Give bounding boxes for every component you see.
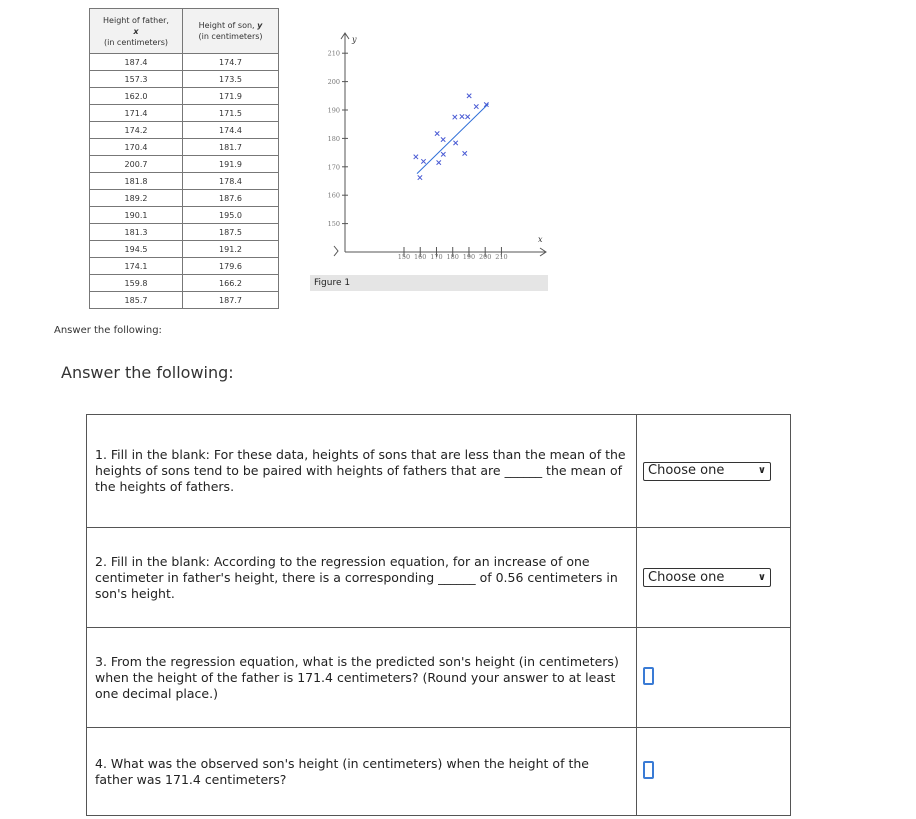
data-point xyxy=(437,160,441,164)
y-tick-label: 170 xyxy=(327,163,340,172)
son-height-cell: 191.9 xyxy=(183,156,279,173)
x-tick-label: 170 xyxy=(430,253,443,261)
father-height-cell: 194.5 xyxy=(90,241,183,258)
table-row xyxy=(90,190,279,207)
table-row xyxy=(90,122,279,139)
axis-break-mark xyxy=(334,246,338,256)
son-height-cell: 174.7 xyxy=(183,54,279,71)
father-height-cell: 181.3 xyxy=(90,224,183,241)
father-height-cell: 159.8 xyxy=(90,275,183,292)
x-tick-label: 200 xyxy=(478,253,492,261)
header-son-height: Height of son, y (in centimeters) xyxy=(183,9,279,54)
table-row xyxy=(90,105,279,122)
y-tick-label: 180 xyxy=(327,134,340,143)
y-tick-label: 160 xyxy=(327,191,340,200)
father-height-cell: 174.2 xyxy=(90,122,183,139)
data-table xyxy=(89,8,279,309)
table-row xyxy=(90,241,279,258)
father-height-cell: 170.4 xyxy=(90,139,183,156)
question-row xyxy=(87,528,791,628)
x-axis-label: x xyxy=(538,235,543,244)
answer-heading: Answer the following: xyxy=(61,363,234,382)
y-tick-label: 210 xyxy=(327,49,340,58)
select-value: Choose one xyxy=(648,463,725,478)
scatter-plot xyxy=(300,22,550,262)
son-height-cell: 174.4 xyxy=(183,122,279,139)
regression-line xyxy=(417,104,488,174)
table-row xyxy=(90,224,279,241)
table-row xyxy=(90,88,279,105)
father-height-cell: 174.1 xyxy=(90,258,183,275)
son-height-cell: 171.9 xyxy=(183,88,279,105)
question-row xyxy=(87,628,791,728)
father-height-cell: 181.8 xyxy=(90,173,183,190)
father-height-cell: 190.1 xyxy=(90,207,183,224)
data-point xyxy=(441,152,445,156)
son-height-cell: 187.5 xyxy=(183,224,279,241)
father-height-cell: 171.4 xyxy=(90,105,183,122)
x-tick-label: 150 xyxy=(397,253,411,261)
answer-select-1[interactable] xyxy=(643,462,771,481)
son-height-cell: 187.7 xyxy=(183,292,279,309)
question-row xyxy=(87,728,791,816)
select-value: Choose one xyxy=(648,569,725,585)
father-height-cell: 187.4 xyxy=(90,54,183,71)
table-row xyxy=(90,173,279,190)
data-point xyxy=(441,137,445,141)
answer-cell xyxy=(637,415,791,528)
table-row xyxy=(90,71,279,88)
father-height-cell: 185.7 xyxy=(90,292,183,309)
data-point xyxy=(467,94,471,98)
son-height-cell: 187.6 xyxy=(183,190,279,207)
y-tick-label: 200 xyxy=(327,78,340,87)
data-point xyxy=(453,141,457,145)
y-tick-label: 190 xyxy=(327,106,340,115)
data-point xyxy=(421,159,425,163)
father-height-cell: 162.0 xyxy=(90,88,183,105)
answer-input-4[interactable] xyxy=(643,761,654,779)
y-tick-label: 150 xyxy=(327,220,340,229)
questions-table xyxy=(86,414,791,816)
y-axis-label: y xyxy=(352,35,357,44)
table-row xyxy=(90,292,279,309)
question-text: 4. What was the observed son's height (in centimeters) when the height of the father was 171.4 centimeters? xyxy=(87,728,637,816)
x-tick-label: 190 xyxy=(462,253,476,261)
question-text: 3. From the regression equation, what is the predicted son's height (in centimeters) when the height of the father is 171.4 centimeters? (Round your answer to at least one decimal place.) xyxy=(87,628,637,728)
data-point xyxy=(418,175,422,179)
son-height-cell: 195.0 xyxy=(183,207,279,224)
table-row xyxy=(90,156,279,173)
answer-heading-small: Answer the following: xyxy=(54,325,162,336)
father-height-cell: 157.3 xyxy=(90,71,183,88)
answer-cell xyxy=(637,628,791,728)
chevron-down-icon: ∨ xyxy=(757,465,766,476)
answer-select-2[interactable] xyxy=(643,568,771,587)
x-tick-label: 180 xyxy=(446,253,459,261)
answer-input-3[interactable] xyxy=(643,667,654,685)
data-point xyxy=(474,104,478,108)
answer-cell xyxy=(637,528,791,628)
father-height-cell: 200.7 xyxy=(90,156,183,173)
son-height-cell: 181.7 xyxy=(183,139,279,156)
son-height-cell: 178.4 xyxy=(183,173,279,190)
table-row xyxy=(90,275,279,292)
son-height-cell: 191.2 xyxy=(183,241,279,258)
question-text: 1. Fill in the blank: For these data, heights of sons that are less than the mean of the heights of sons tend to be paired with heights of fathers that are ______ the mean of the heights of fathers. xyxy=(87,415,637,528)
table-row xyxy=(90,54,279,71)
data-point xyxy=(460,114,464,118)
father-height-cell: 189.2 xyxy=(90,190,183,207)
table-row xyxy=(90,258,279,275)
figure-caption: Figure 1 xyxy=(310,275,548,291)
table-row xyxy=(90,207,279,224)
son-height-cell: 166.2 xyxy=(183,275,279,292)
data-point xyxy=(465,115,469,119)
answer-cell xyxy=(637,728,791,816)
data-point xyxy=(414,155,418,159)
question-text: 2. Fill in the blank: According to the regression equation, for an increase of one centimeter in father's height, there is a corresponding ______ of 0.56 centimeters in son's height. xyxy=(87,528,637,628)
x-tick-label: 160 xyxy=(414,253,427,261)
son-height-cell: 179.6 xyxy=(183,258,279,275)
chevron-down-icon: ∨ xyxy=(757,571,766,583)
data-point xyxy=(463,151,467,155)
son-height-cell: 171.5 xyxy=(183,105,279,122)
x-tick-label: 210 xyxy=(495,253,508,261)
header-father-height: Height of father, x (in centimeters) xyxy=(90,9,183,54)
table-row xyxy=(90,139,279,156)
question-row xyxy=(87,415,791,528)
data-point xyxy=(435,131,439,135)
son-height-cell: 173.5 xyxy=(183,71,279,88)
data-point xyxy=(453,115,457,119)
